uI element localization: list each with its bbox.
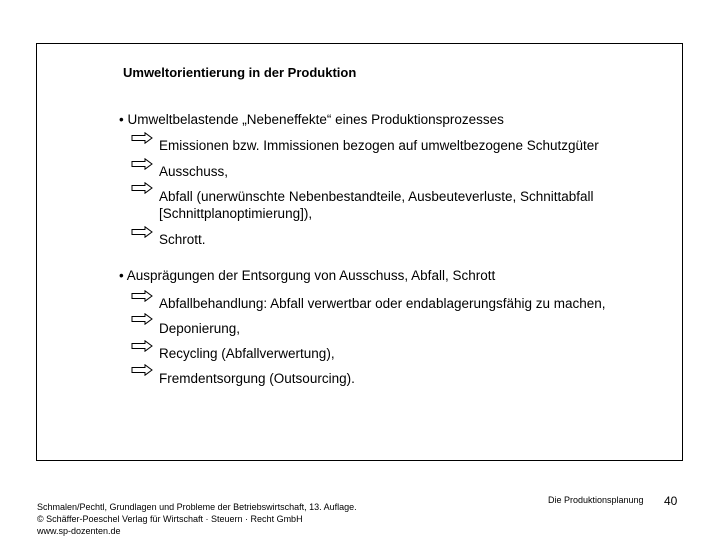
page-number: 40 bbox=[664, 494, 678, 508]
list-item: Abfall (unerwünschte Nebenbestandteile, Ausbeuteverluste, Schnittabfall [Schnittplanoptimierung]), bbox=[159, 189, 594, 221]
right-arrow-icon bbox=[131, 290, 153, 302]
footer-copyright-line: © Schäffer-Poeschel Verlag für Wirtschaft · Steuern · Recht GmbH bbox=[37, 514, 303, 524]
right-arrow-icon bbox=[131, 340, 153, 352]
list-item: Abfallbehandlung: Abfall verwertbar oder endablagerungsfähig zu machen, bbox=[159, 296, 606, 311]
slide-title: Umweltorientierung in der Produktion bbox=[123, 65, 357, 80]
footer-citation bbox=[37, 501, 357, 537]
bullet-section-1: • Umweltbelastende „Nebeneffekte“ eines Produktionsprozesses bbox=[119, 112, 504, 127]
footer-chapter-title: Die Produktionsplanung bbox=[548, 495, 644, 505]
slide-frame bbox=[36, 43, 683, 461]
right-arrow-icon bbox=[131, 313, 153, 325]
list-item: Deponierung, bbox=[159, 321, 241, 336]
right-arrow-icon bbox=[131, 226, 153, 238]
right-arrow-icon bbox=[131, 158, 153, 170]
list-item: Fremdentsorgung (Outsourcing). bbox=[159, 371, 355, 386]
footer-website-line: www.sp-dozenten.de bbox=[37, 526, 121, 536]
bullet-section-2: • Ausprägungen der Entsorgung von Ausschuss, Abfall, Schrott bbox=[119, 268, 496, 283]
list-item: Recycling (Abfallverwertung), bbox=[159, 346, 335, 361]
list-item: Ausschuss, bbox=[159, 164, 229, 179]
list-item: Emissionen bzw. Immissionen bezogen auf umweltbezogene Schutzgüter bbox=[159, 138, 599, 153]
list-item: Schrott. bbox=[159, 232, 206, 247]
right-arrow-icon bbox=[131, 364, 153, 376]
footer-citation-line: Schmalen/Pechtl, Grundlagen und Probleme der Betriebswirtschaft, 13. Auflage. bbox=[37, 502, 357, 512]
right-arrow-icon bbox=[131, 182, 153, 194]
right-arrow-icon bbox=[131, 132, 153, 144]
